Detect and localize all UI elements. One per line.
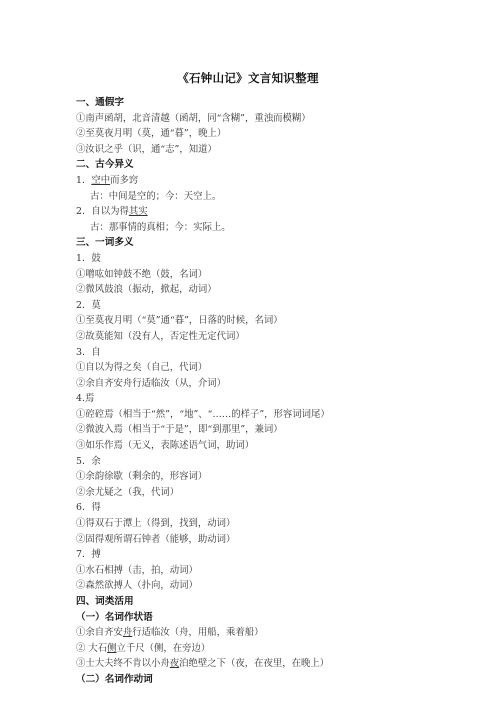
word-heading: 2．莫 [76, 299, 101, 311]
text-line [76, 641, 476, 657]
underlined-word: 其实 [128, 206, 148, 218]
underlined-word: 空中 [91, 174, 111, 186]
document-body [76, 95, 476, 688]
section-heading-yiciduoyi: 三、一词多义 [76, 237, 134, 249]
underlined-word: 舟 [122, 627, 133, 639]
text-line: ①得双石于潭上（得到，找到，动词） [76, 518, 236, 530]
text-line: ②森然欲搏人（扑向，动词） [76, 580, 198, 592]
item-number: 1． [76, 174, 92, 186]
line-prefix: ② 大石 [76, 642, 108, 654]
text-line: ②余自齐安舟行适临汝（从，介词） [76, 377, 227, 389]
text-line: ②微风鼓浪（振动，掀起，动词） [76, 284, 217, 296]
line-prefix: ①余自齐安 [76, 627, 123, 639]
subsection-heading: （一）名词作状语 [76, 611, 153, 623]
line-rest: 泊绝壁之下（夜，在夜里，在晚上） [179, 658, 330, 670]
text-line [76, 204, 476, 220]
section-heading-cileihuoyong: 四、词类活用 [76, 596, 134, 607]
underlined-word: 侧 [107, 642, 117, 654]
word-heading: 7．搏 [76, 549, 101, 561]
text-line [76, 625, 476, 641]
text-line: ①至莫夜月明（“莫”通“暮”，日落的时候，名词） [76, 315, 283, 327]
section-heading-gujinyiyi: 二、古今异义 [76, 159, 134, 171]
text-line: ②微波入焉（相当于“于是”，即“到那里”，兼词） [76, 424, 283, 436]
word-heading: 6．得 [76, 502, 101, 514]
text-line: ②固得观所谓石钟者（能够，助动词） [76, 533, 236, 545]
text-line [76, 173, 476, 189]
text-line: ②故莫能知（没有人，否定性无定代词） [76, 330, 245, 342]
line-rest: 而多窍 [110, 174, 139, 186]
text-line: ①水石相搏（击，拍，动词） [76, 564, 198, 576]
line-prefix: 2．自以为得 [76, 206, 129, 218]
document-title: 《石钟山记》文言知识整理 [177, 71, 319, 85]
text-line: ②至莫夜月明（莫，通“暮”，晚上） [76, 128, 227, 140]
subsection-heading: （二）名词作动词 [76, 673, 153, 685]
line-prefix: ③士大夫终不肯以小舟 [76, 658, 170, 670]
word-heading: 4.焉 [76, 393, 95, 405]
definition-line: 古：中间是空的；今：天空上。 [90, 190, 222, 202]
line-rest: 立千尺（侧，在旁边） [116, 642, 211, 654]
text-line [76, 656, 476, 672]
text-line: ①余韵徐歇（剩余的，形容词） [76, 471, 208, 483]
text-line: ①硿硿焉（相当于“然”，“地”、“……的样子”，形容词词尾） [76, 408, 330, 420]
underlined-word: 夜 [169, 658, 180, 670]
text-line: ③汝识之乎（识，通“志”，知道） [76, 143, 217, 155]
word-heading: 3．自 [76, 346, 101, 358]
text-line: ①噌吰如钟鼓不绝（鼓，名词） [76, 268, 208, 280]
section-heading-tongjiazi: 一、通假字 [76, 97, 124, 108]
word-heading: 5．余 [76, 455, 101, 467]
line-rest: 行适临汝（舟，用船，乘着船） [132, 627, 264, 639]
text-line: ①南声函胡，北音清越（函胡，同“含糊”，重浊而模糊） [76, 112, 311, 124]
text-line: ②余尤疑之（我，代词） [76, 486, 180, 498]
word-heading: 1．鼓 [76, 252, 101, 264]
definition-line: 古：那事情的真相；今：实际上。 [90, 221, 231, 233]
text-line: ①自以为得之矣（自己，代词） [76, 362, 208, 374]
text-line: ③如乐作焉（无义，表陈述语气词，助词） [76, 440, 255, 452]
